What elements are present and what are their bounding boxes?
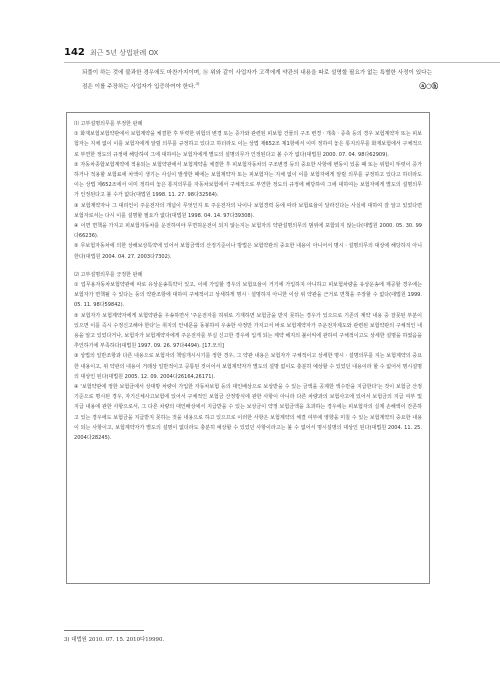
page-number: 142 [64,47,85,58]
footnote-reference: 3) [195,80,200,86]
case-item: ② 보험자가 보험계약자에게 보험약관을 우송하면서 '주운전자를 허위로 기재하면 보험금을 받지 못하는 경우가 있으므로 기존의 계약 내용 중 잘못된 부분이 있으면 이를 즉시 수정신고해야 한다'는 취지의 안내문을 동봉하여 우송한 사정만 가지고서 바로 보험계약자가 주운전자제도와 관련된 보험약관의 구체적인 내용을 알고 있었다거나, 보험자가 보험계약자에게 주운전자를 부실 신고한 경우에 입게 되는 계약 해지의 불이익에 관하여 구체적이고도 상세한 설명을 하였음을 추인하기에 부족하다(대법원 1997. 09. 26. 97다4494). [17.모의] [74,312,422,350]
case-item: ⑤ 무보험자동차에 의한 상해보상특약에 있어서 보험금액의 산정기준이나 방법은 보험약관의 중요한 내용이 아니어서 명시ㆍ설명의무의 대상에 해당하지 아니한다(대법원 2004. 04. 27. 2003다7302). [74,243,422,260]
case-item: ④ '보험약관에 정한 보험금에서 상대방 차량이 가입한 자동차보험 등의 대인배상으로 보상받을 수 있는 금액을 공제한 액수만을 지급한다'는 것이 보험금 산정 기준으로 명시된 경우, 자기신체사고보험에 있어서 구체적인 보험금 산정방식에 관한 사항이 아니라 다른 차량과의 보험사고에 있어서 보험금의 지급 여부 및 지급 내용에 관한 사항으로서, 그 다른 차량의 대인배상에서 지급받을 수 있는 보상금이 약정 보험금액을 초과하는 경우에는 피보험자의 실제 손해액이 잔존하고 있는 경우에도 보험금을 지급받지 못하는 것을 내용으로 하고 있으므로 이러한 사항은 보험계약의 체결 여부에 영향을 미칠 수 있는 보험계약의 중요한 내용이 되는 사항이고, 보험계약자가 별도의 설명이 없더라도 충분히 예상할 수 있었던 사항이라고는 볼 수 없어서 명시설명의 대상인 된다(대법원 2004. 11. 25. 2004다28245). [74,384,422,442]
footnote: 3) 대법원 2010. 07. 15. 2010다19990. [64,637,165,643]
case-summary-box [66,112,430,584]
section-heading-positive: ⑵ 고부설명의무를 긍정한 판례 [74,271,143,278]
page-header [64,47,436,61]
header-rule [64,62,500,63]
case-item: ③ 상법의 일반조항과 다른 내용으로 보험자의 책임개시시기를 정한 경우, 그 약관 내용은 보험자가 구체적이고 상세한 명시ㆍ설명의무를 지는 보험계약의 중요한 내용이고, 위 약관의 내용이 거래상 일반적이고 공통된 것이어서 보험계약자가 별도의 설명 없이도 충분히 예상할 수 있었던 내용이라 할 수 없어서 명시설명의 대상인 된다(대법원 2005. 12. 09. 2004다26164,26171). [74,353,422,380]
running-title: 최근 5년 상법판례 OX [90,49,159,57]
case-item: ③ 보험계약자나 그 대리인이 주운전자의 개념이 무엇인지 또 주운전자의 나이나 보험경력 등에 따라 보험료율이 달라진다는 사실에 대하여 잘 알고 있었다면 보험자로서는 다시 이를 설명할 필요가 없다(대법원 1998. 04. 14. 97다39308). [74,202,422,219]
answer-badge: ⓐ○ⓑ [419,82,438,91]
intro-paragraph [82,68,438,92]
case-item: ② 자동차종합보험계약에 적용되는 보험약관에서 보험계약을 체결한 후 피보험자동차의 구조변경 등의 중요한 사항에 변동이 있을 때 또는 위험이 뚜렷이 증가하거나 적용할 보험료에 차액이 생기는 사실이 발생한 때에는 보험계약자 또는 피보험자는 지체 없이 이를 보험자에게 알릴 의무를 규정하고 있다고 하더라도 이는 상법 제652조에서 이미 정하여 놓은 통지의무를 자동차보험에서 구체적으로 부연한 정도의 규정에 해당하여 그에 대하여는 보험자에게 별도의 설명의무가 인정된다고 볼 수가 없다(대법원 1998. 11. 27. 98다32564). [74,161,422,199]
intro-text: 되풀이 하는 것에 불과한 경우에도 마찬가지이며, ⓑ 위와 같이 사업자가 고객에게 약관의 내용을 따로 설명할 필요가 없는 특별한 사정이 있다는 점은 이를 주장하는 사업자가 입증하여야 한다. [82,70,432,90]
footnote-rule [64,630,144,631]
case-item: ① 업무용자동차보험약관에 따로 유상운송특약이 있고, 이에 가입할 경우의 보험요율이 거기에 가입하지 아니하고 피보험차량을 유상운송에 제공할 경우에는 보험자가 면책될 수 있다는 등의 약관조항에 대하여 구체적이고 상세하게 명시ㆍ설명하지 아니한 이상 위 약관을 근거로 면책을 주장할 수 없다(대법원 1999. 05. 11. 98다59842). [74,282,422,309]
case-item: ① 화재보험보험약관에서 보험계약을 체결한 후 뚜렷한 위험의 변경 또는 증가와 관련된 피보험 건물의 구조 변경ㆍ개축ㆍ증축 등의 경우 보험계약자 또는 피보험자는 지체 없이 이를 보험자에게 알릴 의무를 규정하고 있다고 하더라도 이는 상법 제652조 제1항에서 이미 정하여 놓은 통지의무를 화재보험에서 구체적으로 부연한 정도의 규정에 해당하여 그에 대하여는 보험자에게 별도의 설명의무가 인정된다고 볼 수가 없다(대법원 2000. 07. 04. 98다62909). [74,131,422,158]
section-heading-negative: ⑴ 고부설명의무를 부정한 판례 [74,121,143,127]
case-item: ④ 이면 면책을 가지고 피보험자동차를 운전하여야 무면허운전이 되지 않는지는 보험자의 약관설명의무의 범위에 포함되지 않는다(대법원 2000. 05. 30. 99다66236). [74,223,422,240]
